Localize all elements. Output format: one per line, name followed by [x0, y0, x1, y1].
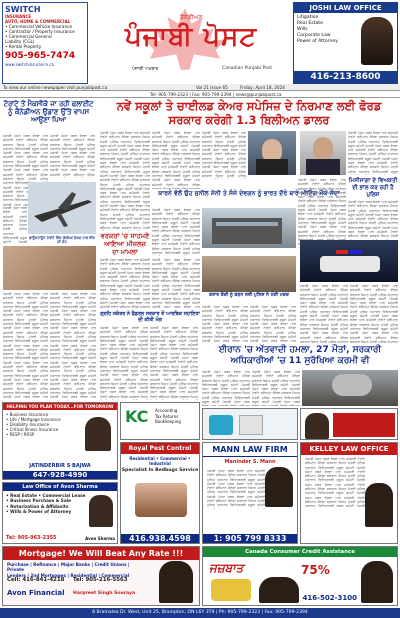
- royal-phone: 416.938.4598: [121, 534, 199, 543]
- headline-mid3: ਫਰਾਰ ਕੈਦੀ ਨੂੰ ਫੜਨ ਲਈ ਪੁਲਿਸ ਨੇ ਮੰਗੀ ਮਦਦ: [209, 293, 289, 298]
- headline-right: ਮਿਸੀਸਾਗਾ ਦੇ ਵਿਅਕਤੀ ਦੀ ਭਾਲ ਕਰ ਰਹੀ ਹੈ ਪੁਲਿਸ: [348, 178, 398, 198]
- joshi-item: Wills: [297, 27, 308, 32]
- switch-site[interactable]: www.switchinsurance.ca: [5, 62, 54, 67]
- article-text: [300, 284, 348, 344]
- article-text: [100, 131, 150, 231]
- agent-photo: [159, 561, 193, 603]
- agent-name: JATINDERBIR S BAJWA: [29, 463, 91, 469]
- joshi-item: Power of Attorney: [297, 39, 338, 44]
- lawyer-photo: [361, 17, 393, 65]
- realtor-ad[interactable]: [300, 408, 398, 440]
- minister-photo: [300, 131, 346, 175]
- joshi-item: Corporate Law: [297, 33, 331, 38]
- masthead-small: ਕੈਨੇਡੀਅਨ: [179, 14, 203, 21]
- article-text: [202, 131, 246, 179]
- agent-photo: [361, 561, 393, 603]
- agent-photo: [85, 417, 111, 451]
- kc-line: Accounting: [155, 408, 178, 413]
- agent-phone: 647-928-4990: [3, 471, 117, 479]
- mann-phone: 1: 905 799 8333: [203, 534, 297, 543]
- credit-assistance-ad[interactable]: [202, 546, 398, 606]
- masthead-tagline-english: Canadian Punjabi Post: [222, 66, 272, 71]
- article-text: [202, 305, 248, 343]
- insurance-line: • Business Insurance: [6, 412, 49, 417]
- insurance-line: • Life / Mortgage Insurance: [6, 417, 61, 422]
- product-icon: [209, 415, 233, 435]
- insurance-line: • Disability Insurance: [6, 422, 50, 427]
- premier-photo: [248, 131, 296, 175]
- info-strip: [0, 84, 400, 91]
- police-car-photo: [300, 240, 398, 282]
- airplane-photo: [28, 182, 96, 234]
- switch-line: • Commercial General: [5, 34, 52, 39]
- article-text: [152, 131, 200, 189]
- article-text: [150, 326, 198, 400]
- insurance-ad-title: HELPING YOU PLAN TODAY...FOR TOMORROW: [3, 403, 117, 410]
- masthead-tagline: ਪੰਜਾਬੀ ਅਖ਼ਬਾਰ: [132, 67, 159, 72]
- article-text: [152, 258, 200, 310]
- headline-left: ਟੋਰਾਂਟੋ ਤੋਂ ਮੈਕਸੀਕੋ ਜਾ ਰਹੀ ਫਲਾਈਟ ਨੂੰ ਕੈਨੇਡੀਅਨ ਉਡਾਣ ਉੱਤੇ ਵਾਪਸ ਆਉਣਾ ਪਿਆ: [3, 100, 94, 124]
- article-text: [50, 292, 96, 398]
- switch-line: Liability (CGL): [5, 39, 35, 44]
- mortgage-line: Lenders | 2nd Mortgages | Residential | Commercial: [7, 572, 130, 578]
- headline-main: ਨਵੇਂ ਸਕੂਲਾਂ ਤੇ ਚਾਈਲਡ ਕੇਅਰ ਸਪੇਸਿਜ਼ ਦੇ ਨਿਰਮਾਣ ਲਈ ਫੋਰਡ ਸਰਕਾਰ ਕਰੇਗੀ 1.3 ਬਿਲੀਅਨ ਡਾਲਰ: [116, 99, 382, 127]
- credit-title: Canada Consumer Credit Assistance: [203, 547, 397, 557]
- realtor-photo: [305, 413, 329, 439]
- footer: 8 Bramalea Dr. West, Unit 25, Brampton, ON L6Y 3T9 | Ph: 905-799-2323 | Fax: 905-799-2394: [0, 608, 400, 618]
- joshi-phone: 416-213-8600: [294, 71, 397, 83]
- kc-line: Tax Returns: [155, 413, 179, 419]
- jazbaat-title: ਜਜ਼ਬਾਤ: [209, 561, 244, 575]
- joshi-law-ad[interactable]: [293, 2, 398, 84]
- switch-insurance-ad[interactable]: [2, 2, 88, 84]
- royal-title: Royal Pest Control: [121, 443, 199, 454]
- insurance-line: • Critical Illness Insurance: [6, 427, 59, 432]
- article-text: [298, 178, 346, 248]
- mortgage-brand: Avon Financial: [7, 589, 65, 597]
- article-text: [250, 305, 296, 343]
- article-text: [350, 284, 398, 344]
- seized-goods-photo: [202, 256, 296, 292]
- article-text: [100, 258, 150, 310]
- lawyer-photo: [89, 495, 113, 527]
- article-text: [152, 208, 200, 256]
- photo-caption: ਡਾਊਨਟਾਊਨ ਟੋਰਾਂਟੋ ਵਿੱਚ ਗੋਲੀਆਂ ਚੱਲਣ ਨਾਲ ਇੱਕ ਦੀ ਮੌਤ: [29, 236, 95, 244]
- headline-mid2: ਕਾਰਨੇ ਵੱਲੋਂ ਉਹ ਸੁਨੀਲ ਸੋਨੀ ਤੇ ਸੰਜੇ ਦੇਵਗਨ ਨੂੰ ਭਾਰਤ ਦੌਰੇ ਬਾਰੇ ਮੀਟਿੰਗ ਮੌਕੇ ਸੱਦਾ: [158, 190, 340, 197]
- article-text: [100, 326, 148, 400]
- kelley-title: KELLEY LAW OFFICE: [301, 443, 397, 455]
- explosion-photo: [302, 370, 398, 406]
- credit-phone: 416-502-3100: [302, 594, 357, 602]
- product-ad[interactable]: [202, 408, 298, 440]
- royal-line: Specialist In Bedbugs Service: [121, 468, 199, 473]
- switch-sub: AUTO, HOME & COMMERCIAL: [5, 19, 71, 24]
- mortgage-name: Harpreet Singh Sooraya: [73, 591, 136, 596]
- strip-issue: Vol 21 Issue 65: [196, 85, 228, 90]
- article-text: [3, 206, 27, 244]
- avon-law-line: • Business Purchase & Sale: [6, 498, 71, 504]
- mann-name: Maninder S. Mann: [224, 459, 276, 465]
- switch-line: • Contractor / Property Insurance: [5, 29, 75, 34]
- mann-law-ad[interactable]: [202, 442, 298, 544]
- avon-law-name: Avon Sharma: [85, 536, 115, 541]
- insurance-ad[interactable]: [2, 402, 118, 480]
- kc-ad[interactable]: [120, 402, 200, 440]
- product-icon: [239, 415, 263, 435]
- joshi-title: JOSHI LAW OFFICE: [294, 3, 397, 13]
- kc-line: Bookkeeping: [155, 419, 181, 424]
- mann-services: [207, 469, 265, 509]
- article-text: [252, 370, 300, 406]
- joshi-item: Litigation: [297, 15, 319, 20]
- avon-law-line: • Notarization & Affidavits: [6, 503, 69, 509]
- switch-line: • Rental Property: [5, 44, 42, 49]
- avon-law-phone: Tel: 905-963-2355: [6, 535, 57, 541]
- avon-law-line: • Real Estate • Commercial Lease: [6, 493, 86, 498]
- kelley-services: [305, 457, 365, 507]
- kc-brand: KC: [125, 407, 149, 426]
- mortgage-title: Mortgage! We Will Beat Any Rate !!!: [3, 547, 199, 560]
- article-text: [3, 292, 48, 398]
- article-text: [348, 200, 398, 240]
- lawyer-photo: [365, 483, 393, 527]
- article-text: [50, 134, 95, 178]
- avon-law-line: • Wills & Power of Attorney: [6, 509, 72, 515]
- realtor-banner: [333, 413, 395, 437]
- masthead: [92, 4, 290, 76]
- contact-strip: [0, 91, 400, 98]
- joshi-item: Real Estate: [297, 21, 323, 26]
- strip-web[interactable]: To view our online newspaper visit punjabipost.ca: [3, 85, 108, 90]
- agent-photo: [259, 577, 299, 603]
- mann-title: MANN LAW FIRM: [203, 443, 297, 457]
- bedbug-photo: [135, 483, 187, 517]
- hand-photo: [3, 246, 96, 290]
- building-photo: [202, 208, 296, 248]
- switch-brand: SWITCH: [5, 5, 41, 14]
- strip-date: Friday, April 18, 2024: [240, 85, 285, 90]
- article-text: [348, 131, 398, 175]
- lawyer-photo: [265, 467, 293, 507]
- strip-contact: Tel: 905-799-2323 | Fax: 905-799-2394 | news@punjabipost.ca: [150, 92, 282, 97]
- headline-low-left: ਗ੍ਰਹਿ ਸਕੱਤਰ ਨੇ ਫੈਡਰਲ ਸਰਕਾਰ ਤੋਂ ਆਰਥਿਕ ਸਹਾਇਤਾ ਦੀ ਕੀਤੀ ਮੰਗ: [100, 312, 200, 323]
- avon-law-title: Law Office of Avon Sharma: [3, 483, 117, 491]
- masthead-title: ਪੰਜਾਬੀ ਪੋਸਟ: [124, 22, 258, 52]
- kelley-law-ad[interactable]: [300, 442, 398, 544]
- mortgage-ad[interactable]: [2, 546, 200, 606]
- insurance-line: • RESP / RRSP: [6, 432, 35, 437]
- headline-bottom: ਈਰਾਨ 'ਚ ਅੱਤਵਾਦੀ ਹਮਲਾ, 27 ਮੌਤਾਂ, ਸਰਕਾਰੀ ਅਧਿਕਾਰੀਆਂ 'ਚ 11 ਸੁਰੱਖਿਆ ਕਰਮੀ ਵੀ: [218, 345, 382, 366]
- credit-pct: 75%: [301, 563, 330, 577]
- headline-mid4: ਵਰਕਰਾਂ 'ਚ ਸਾਹਮਣੇ ਆਇਆ ਮੀਜ਼ਲਜ਼ ਦਾ ਮਾਮਲਾ: [100, 232, 150, 256]
- switch-brand2: INSURANCE: [5, 14, 32, 19]
- mortgage-phone2: Tel: 905-216-5563: [73, 577, 128, 583]
- avon-law-ad[interactable]: [2, 482, 118, 544]
- article-text: [202, 370, 250, 406]
- royal-pest-ad[interactable]: [120, 442, 200, 544]
- mortgage-line: Purchase | Refinance | Major Banks | Credit Unions | Private: [7, 562, 130, 573]
- switch-phone: 905-965-7474: [5, 51, 76, 61]
- royal-sub: Residential • Commercial • Industrial: [129, 456, 191, 466]
- mortgage-phone1: Cell: 416-841-4218: [7, 577, 65, 583]
- jazbaat-photo: [211, 579, 251, 601]
- switch-line: • Commercial Vehicle Insurance: [5, 24, 73, 29]
